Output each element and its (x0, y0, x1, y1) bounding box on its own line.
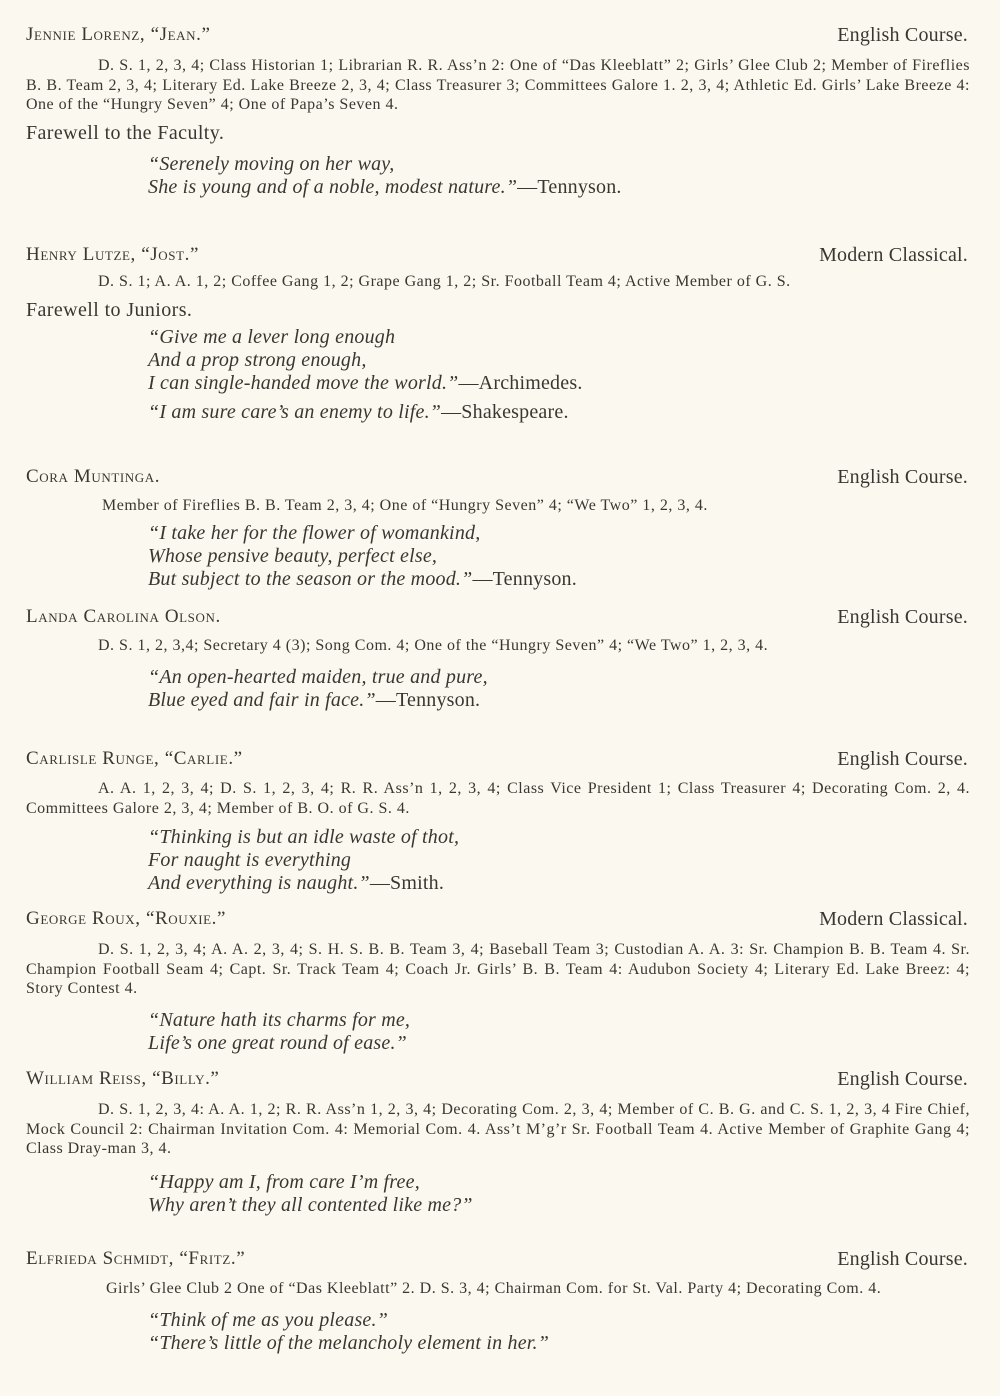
quote-line: “I take her for the flower of womankind, (148, 521, 481, 544)
quote-attribution: —Tennyson. (517, 175, 622, 198)
course-name: English Course. (837, 606, 968, 628)
quote-line-text: Blue eyed and fair in face.” (148, 688, 376, 711)
course-name: Modern Classical. (819, 908, 968, 930)
course-name: Modern Classical. (819, 244, 968, 266)
quote-line-last (148, 689, 1000, 712)
quote-line-text: But subject to the season or the mood.” (148, 567, 473, 590)
course-name: English Course. (837, 748, 968, 770)
course-name: English Course. (837, 1248, 968, 1270)
quote-line: “Serenely moving on her way, (148, 152, 395, 175)
quote (148, 153, 1000, 199)
quote-line-text: “I am sure care’s an enemy to life.” (148, 400, 442, 423)
activities: Member of Fireflies B. B. Team 2, 3, 4; One of “Hungry Seven” 4; “We Two” 1, 2, 3, 4. (102, 497, 708, 514)
quote (148, 1309, 1000, 1355)
quote-line-last (148, 372, 1000, 395)
entry-landa-olson (0, 606, 1000, 712)
entry-elfrieda-schmidt (0, 1248, 1000, 1355)
activities: D. S. 1, 2, 3, 4; A. A. 2, 3, 4; S. H. S. B. B. Team 3, 4; Baseball Team 3; Custodian A. A. 3: Sr. Champion B. B. Team 4. Sr. Champion Football Seam 4; Capt. Sr. Track Team 4; Coach Jr. Girls’ B. B. Team 4: Audubon Society 4; Literary Ed. Lake Breez: 4; Story Contest 4. (26, 941, 970, 997)
quote-line: “An open-hearted maiden, true and pure, (148, 665, 488, 688)
entry-carlisle-runge (0, 748, 1000, 895)
entry-cora-muntinga (0, 466, 1000, 591)
quote-line-last (148, 568, 1000, 591)
course-name: English Course. (837, 1068, 968, 1090)
quote (148, 1009, 1000, 1055)
activities: D. S. 1, 2, 3,4; Secretary 4 (3); Song Com. 4; One of the “Hungry Seven” 4; “We Two” 1, 2, 3, 4. (98, 637, 769, 654)
entry-header (0, 1248, 1000, 1276)
quote (148, 522, 1000, 591)
quote-line: “Happy am I, from care I’m free, (148, 1170, 420, 1193)
entry-header (0, 24, 1000, 52)
quote-attribution: —Shakespeare. (441, 400, 569, 423)
activities: A. A. 1, 2, 3, 4; D. S. 1, 2, 3, 4; R. R. Ass’n 1, 2, 3, 4; Class Vice President 1; Class Treasurer 4; Decorating Com. 2, 4. Committees Galore 2, 3, 4; Member of B. O. of G. S. 4. (26, 780, 970, 817)
entry-header (0, 244, 1000, 272)
quote-line-text: I can single-handed move the world.” (148, 371, 459, 394)
entry-header (0, 466, 1000, 494)
student-name: Cora Muntinga. (26, 466, 161, 487)
quote-line: And a prop strong enough, (148, 348, 367, 371)
quote (148, 401, 1000, 424)
student-name: George Roux, “Rouxie.” (26, 908, 227, 929)
quote-line-last (148, 176, 1000, 199)
activities: D. S. 1, 2, 3, 4; Class Historian 1; Librarian R. R. Ass’n 2: One of “Das Kleeblatt” 2; Girls’ Glee Club 2; Member of Fireflies B. B. Team 2, 3, 4; Literary Ed. Lake Breeze 2, 3, 4; Class Treasurer 3; Committees Galore 1. 2, 3, 4; Athletic Ed. Girls’ Lake Breeze 4: One of the “Hungry Seven” 4; One of Papa’s Seven 4. (26, 57, 970, 113)
quote (148, 826, 1000, 895)
student-name: Carlisle Runge, “Carlie.” (26, 748, 243, 769)
activities: D. S. 1; A. A. 1, 2; Coffee Gang 1, 2; Grape Gang 1, 2; Sr. Football Team 4; Active Member of G. S. (98, 273, 791, 290)
entry-header (0, 606, 1000, 634)
quote-line-text: And everything is naught.” (148, 872, 370, 894)
quote-line: “There’s little of the melancholy element in her.” (148, 1331, 550, 1354)
quote-line: “Give me a lever long enough (148, 325, 396, 348)
quote-line: Whose pensive beauty, perfect else, (148, 544, 438, 567)
entry-header (0, 748, 1000, 776)
entry-header (0, 908, 1000, 936)
student-name: Elfrieda Schmidt, “Fritz.” (26, 1248, 246, 1269)
farewell: Farewell to Juniors. (26, 298, 193, 321)
entry-jennie-lorenz (0, 24, 1000, 199)
entry-george-roux (0, 908, 1000, 1055)
quote-line-last (148, 401, 1000, 424)
farewell: Farewell to the Faculty. (26, 121, 225, 144)
activities: Girls’ Glee Club 2 One of “Das Kleeblatt” 2. D. S. 3, 4; Chairman Com. for St. Val. Party 4; Decorating Com. 4. (106, 1280, 882, 1297)
quote-attribution: —Smith. (369, 872, 445, 894)
entry-william-reiss (0, 1068, 1000, 1217)
quote-attribution: —Tennyson. (472, 567, 577, 590)
quote-line: Why aren’t they all contented like me?” (148, 1193, 473, 1216)
student-name: Landa Carolina Olson. (26, 606, 221, 627)
quote (148, 666, 1000, 712)
quote-line: “Think of me as you please.” (148, 1308, 389, 1331)
quote-line-last (148, 872, 1000, 895)
student-name: William Reiss, “Billy.” (26, 1068, 220, 1089)
quote-attribution: —Archimedes. (458, 371, 583, 394)
quote-attribution: —Tennyson. (375, 688, 481, 711)
quote-line-text: She is young and of a noble, modest nature.” (148, 175, 518, 198)
quote-line: For naught is everything (148, 849, 352, 871)
student-name: Jennie Lorenz, “Jean.” (26, 24, 211, 45)
activities: D. S. 1, 2, 3, 4: A. A. 1, 2; R. R. Ass’n 1, 2, 3, 4; Decorating Com. 2, 3, 4; Member of C. B. G. and C. S. 1, 2, 3, 4 Fire Chief, Mock Council 2: Chairman Invitation Com. 4: Memorial Com. 4. Ass’t M’g’r Sr. Football Team 4. Active Member of Graphite Gang 4; Class Dray-man 3, 4. (26, 1101, 970, 1157)
quote (148, 326, 1000, 395)
quote (148, 1171, 1000, 1217)
entry-header (0, 1068, 1000, 1096)
quote-line: “Nature hath its charms for me, (148, 1008, 411, 1031)
course-name: English Course. (837, 466, 968, 488)
quote-line: Life’s one great round of ease.” (148, 1031, 407, 1054)
entry-henry-lutze (0, 244, 1000, 424)
student-name: Henry Lutze, “Jost.” (26, 244, 200, 265)
quote-line: “Thinking is but an idle waste of thot, (148, 826, 460, 848)
course-name: English Course. (837, 24, 968, 46)
